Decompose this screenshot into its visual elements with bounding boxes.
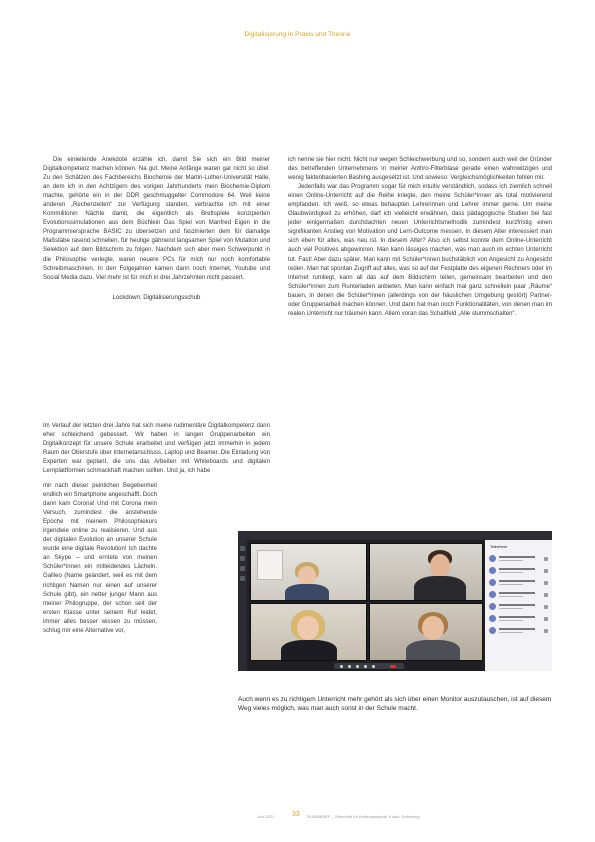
app-sidebar xyxy=(238,540,247,671)
video-tile xyxy=(369,543,483,601)
window-titlebar xyxy=(238,531,552,540)
video-tile xyxy=(250,543,367,601)
paragraph: Jedenfalls war das Programm sogar für mich intuitiv verständlich, sodass ich ziemlich schnell einen Online-Unterricht auf die Reihe kriegte, den meine Schüler*innen als total motivierend empfanden. Ich weiß, so etwas behaupten Lehrerinnen und Lehrer immer gerne. Um meine Glaubwürdigkeit zu erhöhen, darf ich vielleicht erwähnen, dass pädagogische Studien bei fast jeder einigermaßen durchdachten neuen Unterrichtsmethodik zumindest kurzfristig einen signifikanten Anstieg von Motivation und Lern-Outcome messen. In diesem Alter interessiert man sich eben für alles, was neu ist. In diesem Alter? Also ich selbst konnte dem Online-Unterricht auch viel Positives abgewinnen. Man kann lässiges machen, was man auch im echten Unterricht tut. Fast! Aber dazu später. Man kann mit Schüler*innen buchstäblich von Angesicht zu Angesicht reden. Man hat spontan Zugriff auf alles, was so auf der Festplatte des eigenen Rechners oder im Internet rumliegt, kann all das auf dem Bildschirm teilen, gemeinsam bearbeiten und den Schüler*innen zum Runterladen anbieten. Man kann einfach mal ganz schnellein paar „Räume“ bauen, in denen die Schüler*innen (allerdings von der häuslichen Umgebung gestört) Partner- oder Gruppenarbeit machen können. Und dann hat man noch Funktionalitäten, von denen man im realen Unterricht nur träumen kann. Allem voran das Schaltfeld „Alle stummschalten“. xyxy=(288,184,552,317)
teams-icon xyxy=(240,566,245,571)
participant-row xyxy=(489,566,548,576)
activity-icon xyxy=(240,546,245,551)
section-header: Digitalisierung in Praxis und Theorie xyxy=(244,31,351,38)
video-tile xyxy=(369,603,483,661)
participant-row xyxy=(489,590,548,600)
participant-row xyxy=(489,602,548,612)
column-left xyxy=(43,156,270,315)
microphone-icon xyxy=(348,665,351,668)
raise-hand-icon xyxy=(372,665,375,668)
column-right xyxy=(288,156,552,319)
subheading: Lockdown: Digitalisierungsschub xyxy=(112,294,201,301)
share-icon xyxy=(356,665,359,668)
publication-name: RUNDBRIEF – Zeitschrift für Anthroposophie, Kultur, Erziehung xyxy=(307,814,420,819)
paragraph: ich nenne sie hier nicht. Nicht nur wegen Schleichwerbung und so, sondern auch weil der Gründer des betreffenden Unternehmens in meiner Anthro-Filterblase gerade einen wahnwitzigen und wenig faktenbasierten Bashing ausgesetzt ist. Und sowieso: Vergleichsmöglichkeiten fehlen mir. xyxy=(288,157,552,182)
paragraph-narrow: mir nach dieser peinlichen Begebenheit endlich ein Smartphone angeschafft. Doch dann kam Corona! Und mit Corona mein Versuch, zumindest die anstehende Epoche mit meinem Philosophiekurs irgendwie online zu realisieren. Und aus der digitalen Evolution an unserer Schule wurde eine digitale Revolution! Ich dachte an Skype – und erntete von meinen Schüler*innen ein mitleidendes Lächeln. Galileo (Name geändert, weil es mit dem richtigen Namen nur einen auf unserer Schule gibt), ein netter junger Mann aus meiner Philogruppe, der schon seit der ersten Klasse unter seinem Ruf leidet, immer alles besser wissen zu müssen, schlug mir eine Alternative vor, xyxy=(43,483,157,634)
more-icon xyxy=(364,665,367,668)
video-tile xyxy=(250,603,367,661)
hang-up-icon xyxy=(390,665,396,668)
participant-row xyxy=(489,554,548,564)
video-conference-screenshot xyxy=(238,531,552,671)
figure-caption: Auch wenn es zu richtigem Unterricht mehr gehört als sich über einen Monitor auszutauschen, ist auf diesem Weg vieles möglich, was man auch sonst in der Schule macht. xyxy=(238,696,552,713)
participants-panel xyxy=(485,540,552,671)
chat-icon xyxy=(240,556,245,561)
participant-row xyxy=(489,578,548,588)
paragraph: Die einleitende Anekdote erzähle ich, damit Sie sich ein Bild meiner Digitalkompetenz machen können. Na gut. Meine Anfänge waren gar nicht so übel. Zu den Schätzen des Fachbereichs Biochemie der Martin-Luther-Universität Halle, an dem ich in den Achtzigern des vorigen Jahrhunderts mein Biochemie-Diplom machte, gehörte ein in der DDR geschmuggelter Commodore 64. Weil keine anderen „Rechenzeiten“ zur Verfügung standen, verbrachte ich mit einer Kommilitonin Nächte damit, die eigentlich als Brettspiele konzipierten Evolutionssimulationen aus dem Büchlein Das Spiel von Manfred Eigen in die Programmiersprache BASIC zu übersetzen und faszinierten dem für damalige Maßstäbe rasend schnellen, für heutige gähnend langsamen Spiel von Mutation und Selektion auf dem Bildschirm zu folgen. Nachdem sich aber mein Schwerpunkt in die Philosophie verlegte, waren neuere PCs für mich nur noch komfortable Schreibmaschinen. In den Folgejahren kamen dann noch Internet, Youtube und Social Media dazu. Viel mehr ist für mich in drei Jahrzehnten nicht passiert. xyxy=(43,157,270,281)
participant-row xyxy=(489,626,548,636)
call-controls xyxy=(334,663,404,669)
participant-row xyxy=(489,614,548,624)
page-number: 33 xyxy=(292,811,300,818)
panel-title: Teilnehmer xyxy=(490,545,508,549)
paragraph: Im Verlauf der letzten drei Jahre hat sich meine rudimentäre Digitalkompetenz dann eher schleichend gebessert. Wir haben in langen Gruppenarbeiten ein Digitalkonzept für unsere Schule erarbeitet und verfügen jetzt immerhin in jedem Raum der Oberstufe über Internetanschluss, Laptop und Beamer. Die Einladung von Experten war geplant, die uns das Arbeiten mit Whiteboards und digitalen Lernplattformen schmackhaft machen sollten. Und ja, ich habe xyxy=(43,423,270,475)
calendar-icon xyxy=(240,576,245,581)
camera-icon xyxy=(340,665,343,668)
issue-date: Juni 2021 xyxy=(257,814,275,819)
